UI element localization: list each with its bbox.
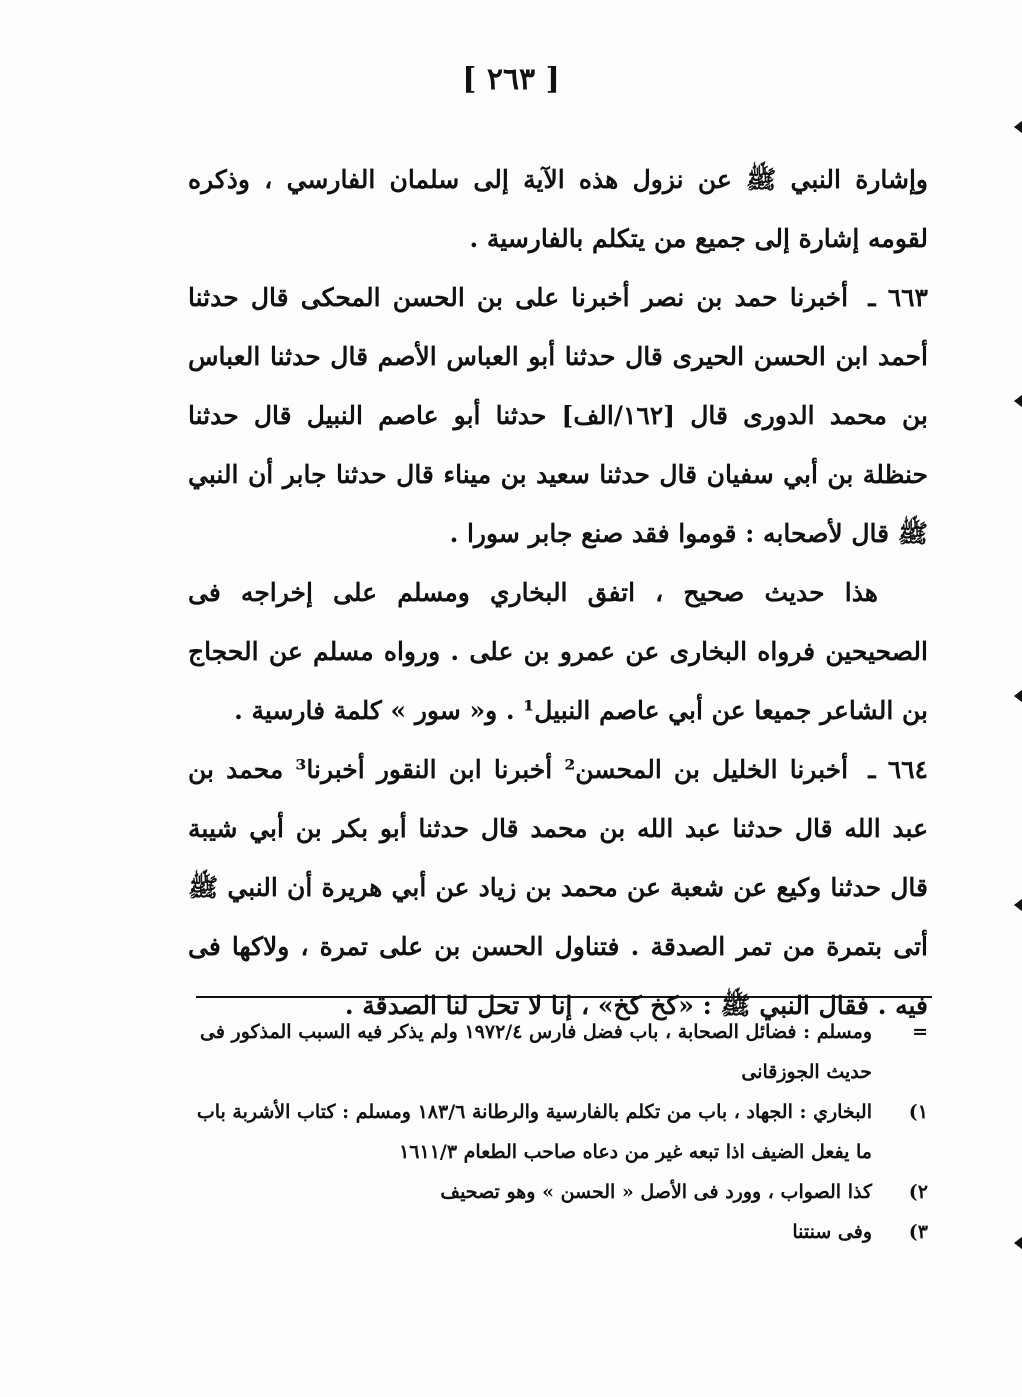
footnote-marker: ١) [908, 1101, 928, 1123]
footnote-text: البخاري : الجهاد ، باب من تكلم بالفارسية والرطانة ١٨٣/٦ ومسلم : كتاب الأشربة باب ما يفعل الضيف اذا تبعه غير من دعاه صاحب الطعام ١٦١١/٣ [196, 1101, 872, 1163]
main-text [188, 150, 928, 1035]
hadith-number: ٦٦٤ ـ [868, 755, 928, 784]
footnote-marker: ٣) [908, 1221, 928, 1243]
paragraph-text: هذا حديث صحيح ، اتفق البخاري ومسلم على إخراجه فى الصحيحين فرواه البخارى عن عمرو بن على . ورواه مسلم عن الحجاج بن الشاعر جميعا عن أبي عاصم النبيل¹ . و« سور » كلمة فارسية . [188, 578, 928, 725]
scan-edge-mark [1014, 898, 1022, 912]
hadith-text: أخبرنا الخليل بن المحسن² أخبرنا ابن النقور أخبرنا³ محمد بن عبد الله قال حدثنا عبد الله بن محمد قال حدثنا أبو بكر بن أبي شيبة قال حدثنا وكيع عن شعبة عن محمد بن زياد عن أبي هريرة أن النبي ﷺ أتى بتمرة من تمر الصدقة . فتناول الحسن بن على تمرة ، ولاكها فى فيه . فقال النبي ﷺ : «كخ كخ» ، إنا لا تحل لنا الصدقة . [188, 755, 928, 1020]
scan-edge-mark [1014, 1236, 1022, 1250]
scan-edge-mark [1014, 120, 1022, 134]
page-number: [ ٢٦٣ ] [462, 62, 560, 97]
footnote-continuation [188, 1012, 928, 1092]
footnote-1 [188, 1092, 928, 1172]
hadith-text: أخبرنا حمد بن نصر أخبرنا على بن الحسن المحكى قال حدثنا أحمد ابن الحسن الحيرى قال حدثنا أبو العباس الأصم قال حدثنا العباس بن محمد الدورى قال [١٦٢/الف] حدثنا أبو عاصم النبيل قال حدثنا حنظلة بن أبي سفيان قال حدثنا سعيد بن ميناء قال حدثنا جابر أن النبي ﷺ قال لأصحابه : قوموا فقد صنع جابر سورا . [188, 283, 928, 548]
footnote-text: وفى سنتنا [792, 1221, 872, 1243]
footnotes [188, 1012, 928, 1252]
hadith-663 [188, 268, 928, 563]
paragraph-text: وإشارة النبي ﷺ عن نزول هذه الآية إلى سلمان الفارسي ، وذكره لقومه إشارة إلى جميع من يتكلم بالفارسية . [188, 165, 928, 253]
paragraph-intro [188, 150, 928, 268]
footnote-text: كذا الصواب ، وورد فى الأصل « الحسن » وهو تصحيف [440, 1181, 872, 1203]
hadith-664 [188, 740, 928, 1035]
footnote-divider [196, 996, 932, 998]
footnote-3 [188, 1212, 928, 1252]
hadith-number: ٦٦٣ ـ [868, 283, 928, 312]
scan-edge-mark [1014, 394, 1022, 408]
footnote-2 [188, 1172, 928, 1212]
commentary-paragraph [188, 563, 928, 740]
scan-edge-mark [1014, 689, 1022, 703]
footnote-marker: = [912, 1021, 928, 1043]
footnote-text: ومسلم : فضائل الصحابة ، باب فضل فارس ١٩٧٢/٤ ولم يذكر فيه السبب المذكور فى حديث الجوزقانى [199, 1021, 872, 1083]
footnote-marker: ٢) [908, 1181, 928, 1203]
